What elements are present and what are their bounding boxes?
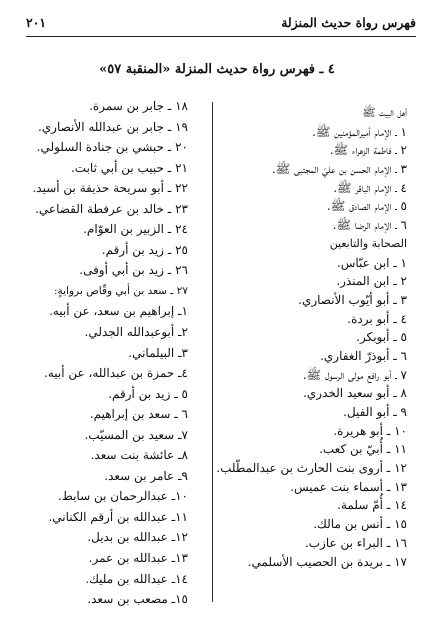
list-item: ١٠ ـ أبو هريرة. <box>333 423 407 438</box>
list-item: ٢٤ ـ الزبير بن العوّام. <box>83 222 188 237</box>
list-item: ٩ـ عامر بن سعد. <box>104 468 188 483</box>
header-rule <box>26 36 416 37</box>
list-item: ٢٣ ـ خالد بن عرفطة القضاعي. <box>35 201 188 216</box>
list-item: ٢ ـ فاطمة الزهراء ﷺ. <box>329 143 407 158</box>
running-title: فهرس رواة حديث المنزلة <box>281 15 416 30</box>
list-item: ١٢ـ عبدالله بن بديل. <box>87 530 188 545</box>
list-item: ٢٠ ـ حبشي بن جنادة السلولي. <box>36 140 188 155</box>
list-item: ٨ـ عائشة بنت سعد. <box>90 448 188 463</box>
list-item: ٢٢ ـ أبو سريحة حذيفة بن أسيد. <box>32 181 188 196</box>
list-item: ٢ ـ ابن المنذر. <box>336 274 407 289</box>
list-item: ٣ ـ أبو أيّوب الأنصاري. <box>298 292 407 307</box>
list-item: ١٣ـ عبدالله بن عمر. <box>88 551 188 566</box>
list-item: ١١ـ عبدالله بن أرقم الكناني. <box>48 509 188 524</box>
list-item: ٢ـ أبوعبدالله الجدلي. <box>84 325 188 340</box>
list-item: ١٥ ـ أنس بن مالك. <box>313 517 407 532</box>
list-item: ٦ ـ سعد بن إبراهيم. <box>89 407 188 422</box>
page-number: ٢٠١ <box>26 15 47 30</box>
list-item: ٩ ـ أبو الفيل. <box>343 405 407 419</box>
list-item: ١٤ ـ أُمّ سلمة. <box>337 498 407 513</box>
list-item: ١٤ـ عبدالله بن مليك. <box>85 571 188 586</box>
list-item: ٣ ـ الإمام الحسن بن عليّ المجتبى ﷺ. <box>271 162 407 177</box>
list-item: ١ ـ الإمام أميرالمؤمنين ﷺ. <box>312 124 407 139</box>
list-item: ١ ـ ابن عبّاس. <box>336 255 407 270</box>
list-item: ٥ ـ زيد بن أرقم. <box>108 386 188 401</box>
group-heading-ahl-al-bayt: أهل البيت ﷺ <box>362 106 407 119</box>
list-item: ١١ ـ أُبيّ بن كعب. <box>319 442 407 457</box>
list-item: ٣ـ البيلماني. <box>128 345 188 360</box>
list-item: ١٢ ـ أروى بنت الحارث بن عبدالمطّلب. <box>216 461 407 476</box>
list-item: ٥ ـ الإمام الصادق ﷺ. <box>326 199 407 214</box>
list-item: ٤ـ حمزة بن عبدالله، عن أبيه. <box>44 366 188 381</box>
list-item: ١٨ ـ جابر بن سمرة. <box>89 99 188 113</box>
list-item: ١٠ـ عبدالرحمان بن سابط. <box>57 489 188 504</box>
list-item: ٧ ـ أبو رافع مولى الرسول ﷺ. <box>302 367 407 382</box>
list-item: ١٥ـ مصعب بن سعد. <box>87 592 188 607</box>
list-item: ١٦ ـ البراء بن عازب. <box>304 535 407 550</box>
list-item: ٤ ـ الإمام الباقر ﷺ. <box>333 180 407 195</box>
right-column <box>216 104 407 571</box>
list-item: ٦ ـ الإمام الرضا ﷺ. <box>332 218 407 233</box>
column-divider <box>212 102 213 602</box>
list-item: ١ـ إبراهيم بن سعد، عن أبيه. <box>49 304 188 319</box>
list-item: ١٩ ـ جابر بن عبدالله الأنصاري. <box>37 119 188 134</box>
left-column <box>18 96 188 610</box>
list-item: ٨ ـ أبو سعيد الخدري. <box>303 386 407 401</box>
list-item-subheading: ٢٧ ـ سعد بن أبي وقّاص بروايةٍ: <box>53 284 188 297</box>
list-item: ٢٦ ـ زيد بن أبي أوفى. <box>79 263 188 278</box>
list-item: ٧ـ سعيد بن المسيّب. <box>84 427 188 442</box>
list-item: ١٣ ـ أسماء بنت عميس. <box>290 479 407 494</box>
list-item: ١٧ ـ بريدة بن الحصيب الأسلمي. <box>247 554 407 569</box>
section-heading: ٤ ـ فهرس رواة حديث المنزلة «المنقبة ٥٧» <box>99 62 335 77</box>
list-item: ٢٥ ـ زيد بن أرقم. <box>101 242 188 257</box>
group-heading-companions: الصحابة والتابعين <box>329 236 407 250</box>
list-item: ٢١ ـ حبيب بن أبي ثابت. <box>70 160 188 175</box>
list-item: ٤ ـ أبو بردة. <box>347 311 407 326</box>
list-item: ٥ ـ أبوبكر. <box>356 330 407 345</box>
page-header <box>26 15 416 35</box>
list-item: ٦ ـ أبوذرّ الغفاري. <box>320 348 407 363</box>
